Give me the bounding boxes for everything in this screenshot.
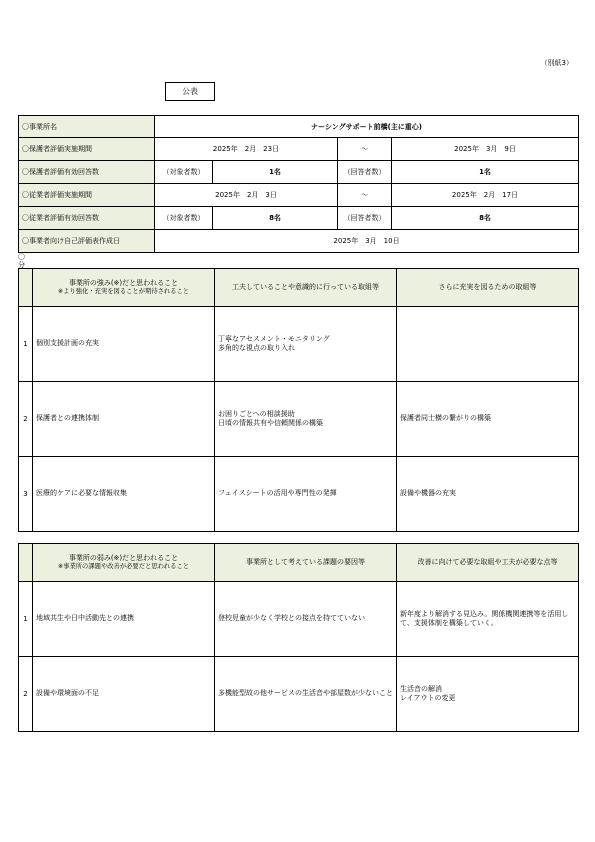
self-eval-label: 〇事業者向け自己評価表作成日 (19, 230, 155, 253)
strength-improvement: 設備や機器の充実 (397, 457, 579, 532)
table-row (19, 382, 579, 457)
staff-resp-label: （回答者数） (338, 207, 392, 230)
annex-label: （別紙3） (540, 59, 573, 67)
section-marker: 〇 分 (18, 253, 25, 269)
strength-improvement (397, 307, 579, 382)
guardian-period-label: 〇保護者評価実施期間 (19, 138, 155, 161)
strength-item: 医療的ケアに必要な情報収集 (33, 457, 215, 532)
strengths-table (18, 268, 579, 532)
weakness-improvement: 新年度より解消する見込み。関係機関連携等を活用して、支援体制を構築していく。 (397, 582, 579, 657)
staff-period-label: 〇従業者評価実施期間 (19, 184, 155, 207)
weakness-cause: 登校児童が少なく学校との接点を持てていない (215, 582, 397, 657)
strength-item: 保護者との連携体制 (33, 382, 215, 457)
strengths-head-1 (33, 269, 215, 307)
guardian-tilde: ～ (338, 138, 392, 161)
weaknesses-head-2: 事業所として考えている課題の要因等 (215, 544, 397, 582)
guardian-end-date: 2025年 3月 9日 (392, 138, 579, 161)
table-row (19, 657, 579, 732)
guardian-count-label: 〇保護者評価有効回答数 (19, 161, 155, 184)
strength-effort: 丁寧なアセスメント・モニタリング 多角的な視点の取り入れ (215, 307, 397, 382)
weaknesses-head-3: 改善に向けて必要な取組や工夫が必要な点等 (397, 544, 579, 582)
staff-target-count: 8名 (213, 207, 338, 230)
guardian-start-date: 2025年 2月 23日 (155, 138, 338, 161)
weaknesses-head-1 (33, 544, 215, 582)
guardian-resp-label: （回答者数） (338, 161, 392, 184)
weakness-item: 地域共生や日中活動先との連携 (33, 582, 215, 657)
row-number: 1 (19, 582, 33, 657)
guardian-resp-count: 1名 (392, 161, 579, 184)
staff-start-date: 2025年 2月 3日 (155, 184, 338, 207)
office-name: ナーシングサポート前橋(主に重心) (155, 116, 579, 138)
table-row (19, 582, 579, 657)
strengths-head-2: 工夫していることや意識的に行っている取組等 (215, 269, 397, 307)
weaknesses-head-1-main: 事業所の弱み(※)だと思われること (68, 554, 179, 563)
strength-improvement: 保護者同士横の繋がりの構築 (397, 382, 579, 457)
public-label: 公表 (165, 82, 215, 101)
staff-target-label: （対象者数） (155, 207, 213, 230)
weakness-item: 設備や環境面の不足 (33, 657, 215, 732)
strengths-head-1-main: 事業所の強み(※)だと思われること (68, 279, 179, 288)
info-table (18, 115, 579, 253)
weakness-improvement: 生活音の解消 レイアウトの変更 (397, 657, 579, 732)
strengths-head-3: さらに充実を図るための取組等 (397, 269, 579, 307)
row-number: 1 (19, 307, 33, 382)
office-label: 〇事業所名 (19, 116, 155, 138)
staff-tilde: ～ (338, 184, 392, 207)
row-number: 2 (19, 382, 33, 457)
self-eval-date: 2025年 3月 10日 (155, 230, 579, 253)
guardian-target-label: （対象者数） (155, 161, 213, 184)
strengths-head-1-sub: ※より強化・充実を図ることが期待されること (57, 287, 190, 295)
weaknesses-table (18, 543, 579, 732)
staff-end-date: 2025年 2月 17日 (392, 184, 579, 207)
staff-count-label: 〇従業者評価有効回答数 (19, 207, 155, 230)
strength-effort: お困りごとへの相談援助 日頃の情報共有や信頼関係の構築 (215, 382, 397, 457)
row-number: 3 (19, 457, 33, 532)
guardian-target-count: 1名 (213, 161, 338, 184)
weakness-cause: 多機能型故の他サービスの生活音や部屋数が少ないこと (215, 657, 397, 732)
table-row (19, 307, 579, 382)
strength-effort: フェイスシートの活用や専門性の発揮 (215, 457, 397, 532)
row-number: 2 (19, 657, 33, 732)
staff-resp-count: 8名 (392, 207, 579, 230)
strength-item: 個別支援計画の充実 (33, 307, 215, 382)
weaknesses-head-1-sub: ※事業所の課題や改善が必要だと思われること (57, 562, 190, 570)
table-row (19, 457, 579, 532)
